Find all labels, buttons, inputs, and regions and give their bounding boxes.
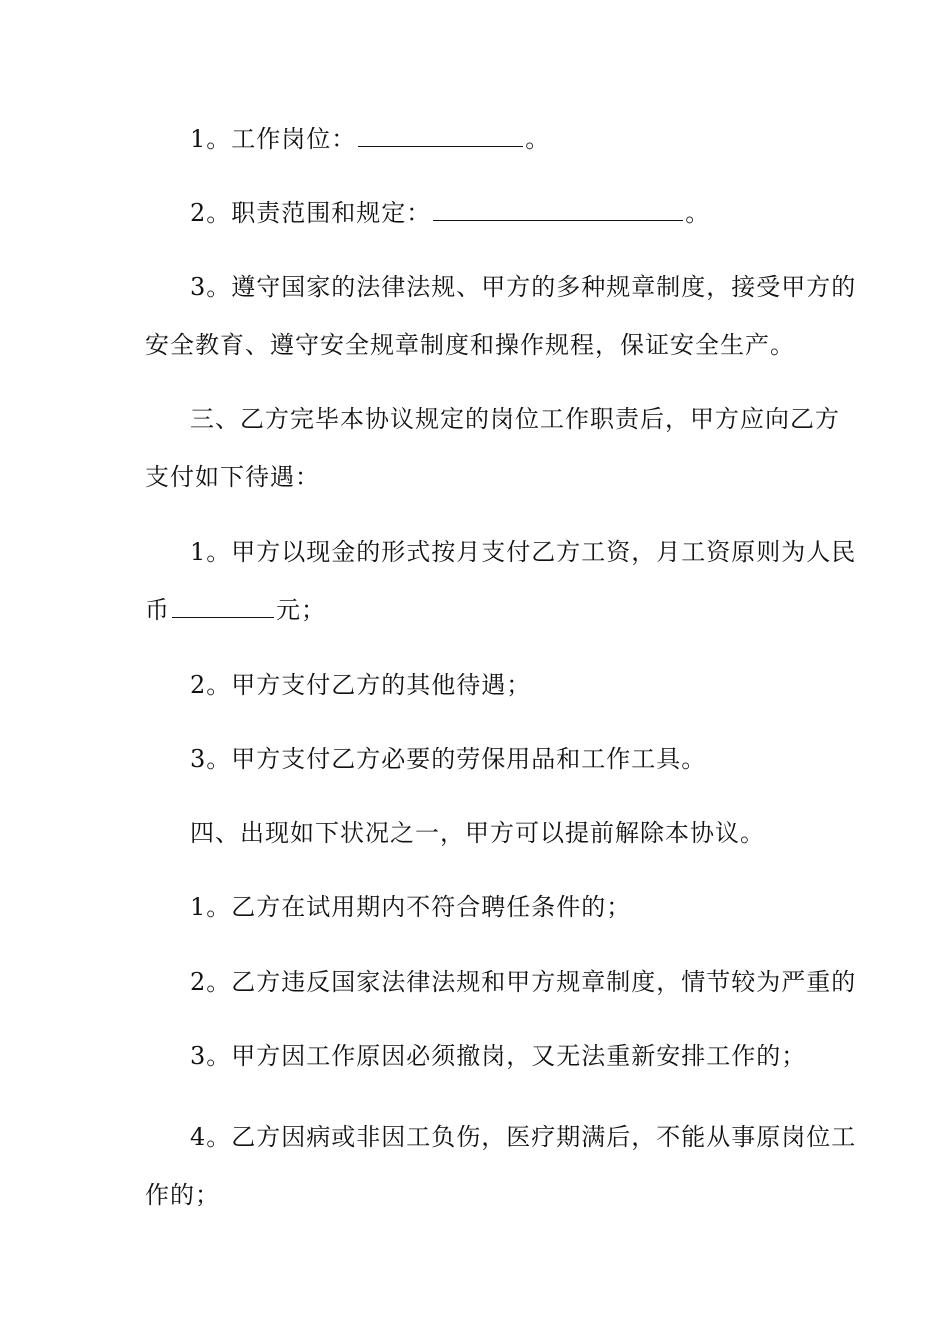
section-heading-four: 四、出现如下状况之一，甲方可以提前解除本协议。: [190, 819, 765, 847]
clause-line: 支付如下待遇：: [145, 463, 320, 491]
clause-duty-scope: [190, 198, 815, 228]
clause-work-position: [190, 124, 815, 154]
clause-text: 1。工作岗位：: [190, 125, 357, 153]
fill-in-blank: [172, 597, 274, 618]
clause-line: 1。乙方在试用期内不符合聘任条件的；: [190, 893, 632, 921]
clause-salary-amount: [145, 595, 815, 625]
clause-text: 币: [145, 596, 170, 624]
clause-text: 元；: [276, 596, 326, 624]
clause-line: 3。甲方支付乙方必要的劳保用品和工作工具。: [190, 745, 707, 773]
clause-line: 3。甲方因工作原因必须撤岗，又无法重新安排工作的；: [190, 1042, 807, 1070]
clause-line: 3。遵守国家的法律法规、甲方的多种规章制度，接受甲方的: [190, 273, 857, 301]
fill-in-blank: [358, 126, 523, 147]
clause-text: 。: [685, 199, 711, 227]
clause-text: 。: [525, 125, 551, 153]
clause-line: 1。甲方以现金的形式按月支付乙方工资，月工资原则为人民: [190, 538, 857, 566]
clause-line: 4。乙方因病或非因工负伤，医疗期满后，不能从事原岗位工: [190, 1123, 857, 1151]
clause-line: 安全教育、遵守安全规章制度和操作规程，保证安全生产。: [145, 331, 795, 359]
clause-line: 2。甲方支付乙方的其他待遇；: [190, 671, 532, 699]
fill-in-blank: [433, 200, 683, 221]
clause-text: 2。职责范围和规定：: [190, 199, 432, 227]
clause-line: 作的；: [145, 1181, 220, 1209]
section-heading-three: 三、乙方完毕本协议规定的岗位工作职责后，甲方应向乙方: [190, 405, 840, 433]
clause-line: 2。乙方违反国家法律法规和甲方规章制度，情节较为严重的: [190, 968, 857, 996]
